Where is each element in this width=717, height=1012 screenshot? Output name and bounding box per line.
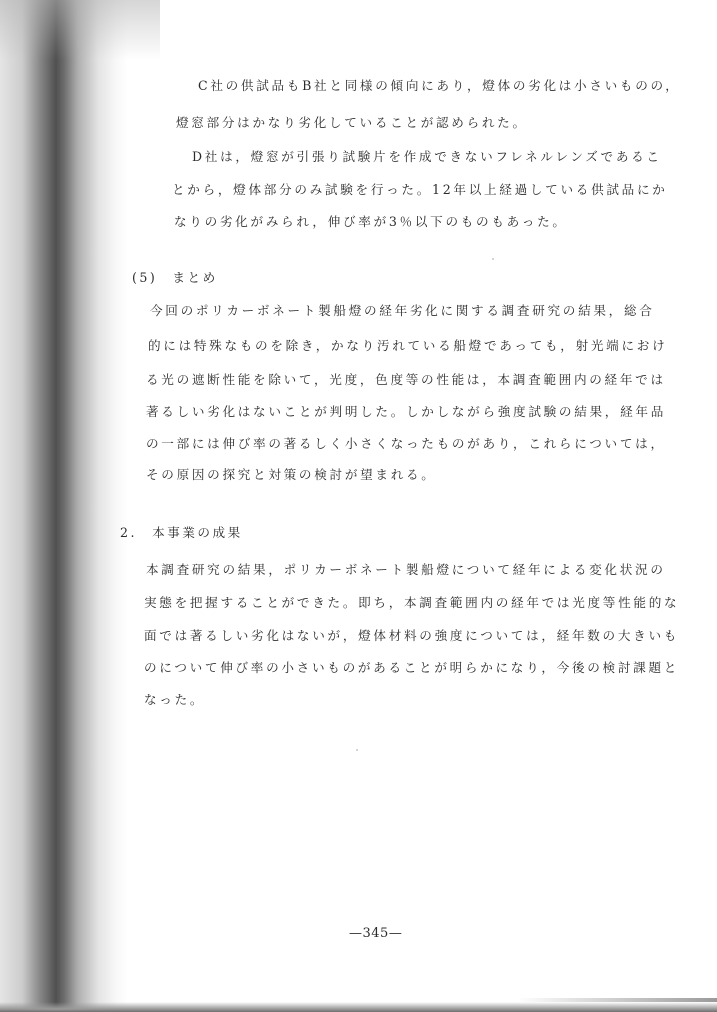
scan-speck: [356, 749, 358, 751]
bottom-right-scan-edge: [517, 998, 717, 1002]
text-line: 的には特殊なものを除き，かなり汚れている船燈であっても，射光端におけ: [148, 338, 668, 353]
scan-speck: [492, 258, 494, 260]
text-line: なった。: [144, 692, 206, 707]
top-scan-shadow: [0, 0, 160, 60]
text-line: 著るしい劣化はないことが判明した。しかしながら強度試験の結果，経年品: [146, 404, 666, 419]
text-line: る光の遮断性能を除いて，光度，色度等の性能は，本調査範囲内の経年では: [146, 372, 666, 387]
page-number: —345—: [349, 926, 403, 941]
text-line: なりの劣化がみられ，伸び率が3％以下のものもあった。: [174, 214, 568, 229]
bottom-scan-edge: [0, 1002, 717, 1012]
section-heading-project-results: 2. 本事業の成果: [120, 525, 243, 540]
section-heading-summary: (5) まとめ: [132, 270, 218, 285]
text-line: 本調査研究の結果，ポリカーボネート製船燈について経年による変化状況の: [146, 562, 666, 577]
text-line: 実態を把握することができた。即ち，本調査範囲内の経年では光度等性能的な: [144, 595, 680, 610]
text-line: とから，燈体部分のみ試験を行った。12年以上経過している供試品にか: [172, 182, 668, 197]
text-line: C社の供試品もB社と同様の傾向にあり，燈体の劣化は小さいものの，: [198, 78, 681, 93]
text-line: その原因の探究と対策の検討が望まれる。: [146, 467, 437, 482]
text-line: の一部には伸び率の著るしく小さくなったものがあり，これらについては，: [146, 436, 666, 451]
book-spine-shadow: [0, 0, 128, 1012]
text-line: のについて伸び率の小さいものがあることが明らかになり，今後の検討課題と: [144, 660, 680, 675]
text-line: 燈窓部分はかなり劣化していることが認められた。: [176, 115, 528, 130]
text-line: 面では著るしい劣化はないが，燈体材料の強度については，経年数の大きいも: [144, 628, 680, 643]
text-line: D社は，燈窓が引張り試験片を作成できないフレネルレンズであるこ: [192, 149, 662, 164]
text-line: 今回のポリカーボネート製船燈の経年劣化に関する調査研究の結果，総合: [150, 303, 655, 318]
